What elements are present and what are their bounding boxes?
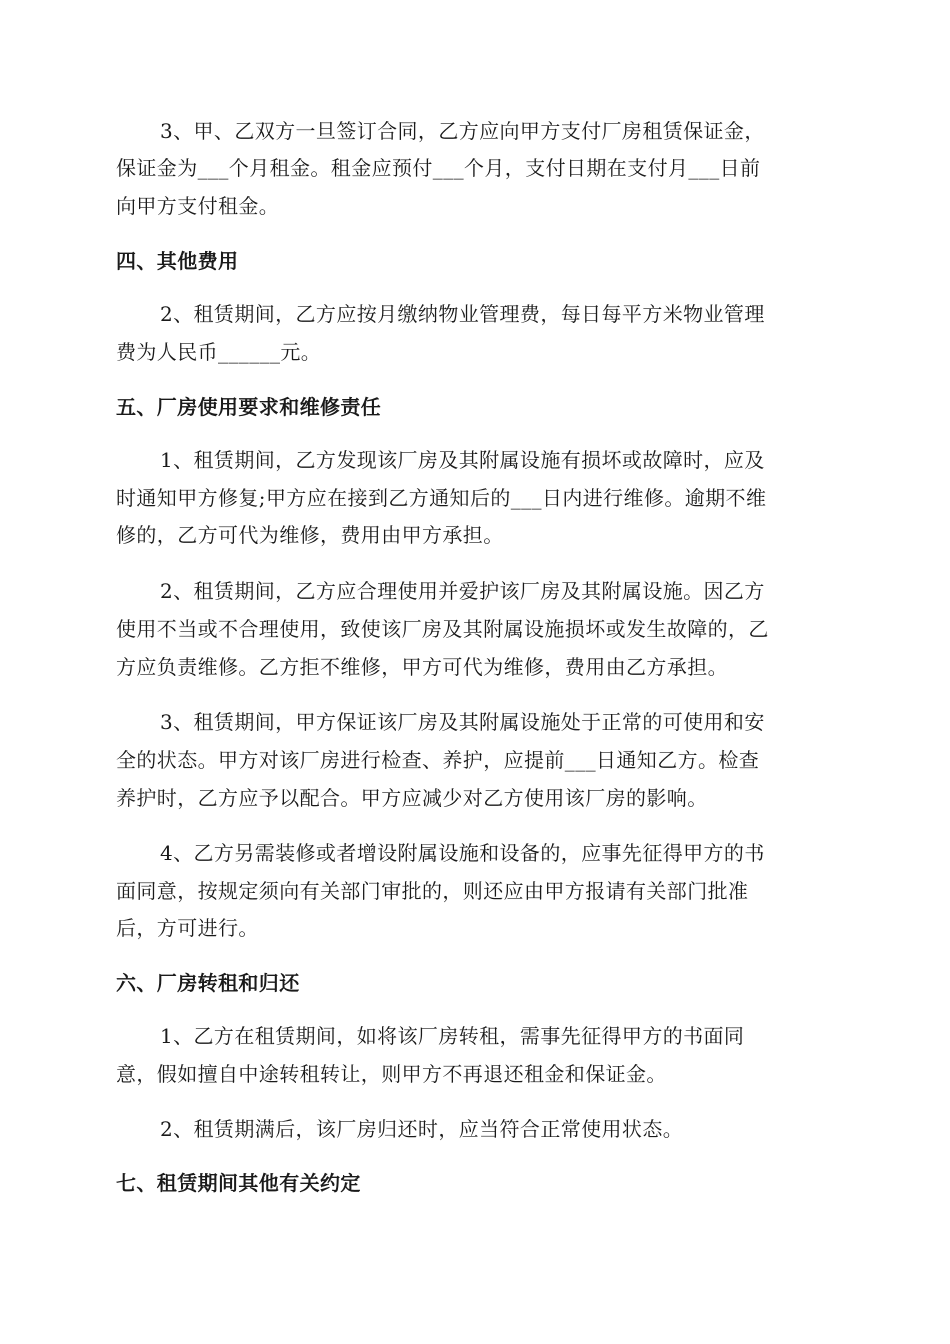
paragraph-line: 3、甲、乙双方一旦签订合同，乙方应向甲方支付厂房租赁保证金， [160,119,765,143]
paragraph-line: 后，方可进行。 [116,916,259,940]
paragraph-line: 意，假如擅自中途转租转让，则甲方不再退还租金和保证金。 [116,1062,667,1086]
paragraph-line: 3、租赁期间，甲方保证该厂房及其附属设施处于正常的可使用和安 [160,710,765,734]
paragraph-line: 修的，乙方可代为维修，费用由甲方承担。 [116,523,504,547]
paragraph-line: 2、租赁期满后，该厂房归还时，应当符合正常使用状态。 [160,1117,684,1141]
paragraph-line: 面同意，按规定须向有关部门审批的，则还应由甲方报请有关部门批准 [116,879,749,903]
paragraph-line: 时通知甲方修复;甲方应在接到乙方通知后的___日内进行维修。逾期不维 [116,486,767,510]
paragraph-line: 保证金为___个月租金。租金应预付___个月，支付日期在支付月___日前 [116,156,761,180]
paragraph-line: 1、租赁期间，乙方发现该厂房及其附属设施有损坏或故障时，应及 [160,448,765,472]
section-heading: 四、其他费用 [116,249,239,273]
paragraph-line: 养护时，乙方应予以配合。甲方应减少对乙方使用该厂房的影响。 [116,786,708,810]
paragraph-line: 使用不当或不合理使用，致使该厂房及其附属设施损坏或发生故障的，乙 [116,617,769,641]
paragraph-line: 1、乙方在租赁期间，如将该厂房转租，需事先征得甲方的书面同 [160,1024,745,1048]
section-heading: 五、厂房使用要求和维修责任 [116,395,382,419]
paragraph-line: 方应负责维修。乙方拒不维修，甲方可代为维修，费用由乙方承担。 [116,655,728,679]
section-heading: 六、厂房转租和归还 [116,971,300,995]
paragraph-line: 向甲方支付租金。 [116,194,280,218]
section-heading: 七、租赁期间其他有关约定 [116,1171,361,1195]
paragraph-line: 2、租赁期间，乙方应合理使用并爱护该厂房及其附属设施。因乙方 [160,579,765,603]
paragraph-line: 2、租赁期间，乙方应按月缴纳物业管理费，每日每平方米物业管理 [160,302,765,326]
paragraph-line: 全的状态。甲方对该厂房进行检查、养护，应提前___日通知乙方。检查 [116,748,760,772]
paragraph-line: 费为人民币______元。 [116,340,322,364]
paragraph-line: 4、乙方另需装修或者增设附属设施和设备的，应事先征得甲方的书 [160,841,765,865]
